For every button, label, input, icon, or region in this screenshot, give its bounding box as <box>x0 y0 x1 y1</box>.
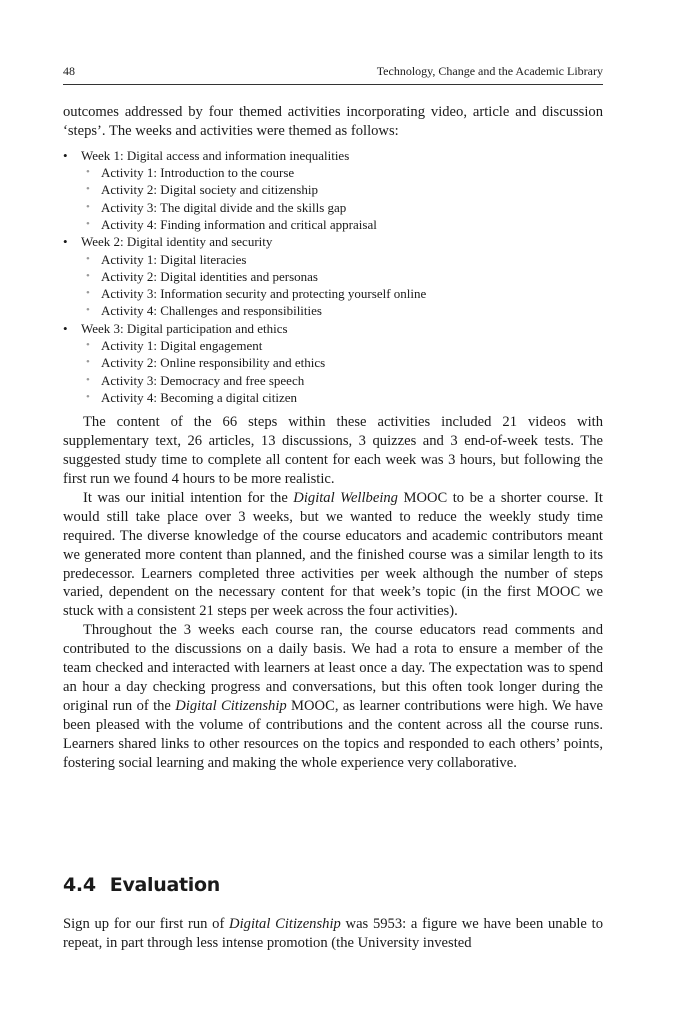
activity-item: • Activity 1: Introduction to the course <box>81 164 603 181</box>
activity-item: • Activity 3: Democracy and free speech <box>81 372 603 389</box>
weeks-list <box>63 147 603 406</box>
activity-list <box>81 164 603 233</box>
section-heading <box>63 874 220 896</box>
running-title: Technology, Change and the Academic Library <box>376 64 603 78</box>
paragraph-evaluation <box>63 915 603 953</box>
text-run: It was our initial intention for the <box>83 489 294 506</box>
week-title: Week 1: Digital access and information inequalities <box>81 147 350 163</box>
week-item <box>63 147 603 233</box>
week-title: Week 2: Digital identity and security <box>81 234 273 250</box>
section-title: Evaluation <box>109 874 220 896</box>
header-rule <box>63 84 603 85</box>
activity-item: • Activity 3: Information security and protecting yourself online <box>81 285 603 302</box>
activity-item: • Activity 1: Digital literacies <box>81 251 603 268</box>
activity-item: • Activity 2: Digital identities and personas <box>81 268 603 285</box>
main-text <box>63 103 603 772</box>
text-run: Sign up for our first run of <box>63 916 230 932</box>
text-run: MOOC, as learner contributions were high. We have been pleased with the volume of contributions and the content across all the course runs. Learners shared links to other resources on the topics and responded to each others’ points, fostering social learning and making the whole experience very collaborative. <box>63 697 603 771</box>
activity-item: • Activity 2: Digital society and citizenship <box>81 181 603 198</box>
activity-item: • Activity 3: The digital divide and the skills gap <box>81 199 603 216</box>
section-number: 4.4 <box>63 874 96 896</box>
activity-item: • Activity 1: Digital engagement <box>81 337 603 354</box>
text-run: Throughout the 3 weeks each course ran, the course educators read comments and contributed to the discussions on a daily basis. We had a rota to ensure a member of the team checked and interacted with learners at least once a day. The expectation was to spend an hour a day checking progress and conversations, but this often took longer during the original run of the <box>63 622 603 714</box>
paragraph-intention <box>63 489 603 621</box>
week-title: Week 3: Digital participation and ethics <box>81 320 288 336</box>
activity-item: • Activity 2: Online responsibility and ethics <box>81 354 603 371</box>
activity-list <box>81 337 603 406</box>
course-title: Digital Citizenship <box>175 697 287 714</box>
course-title: Digital Wellbeing <box>293 489 398 506</box>
page-number: 48 <box>63 64 75 78</box>
paragraph-educators <box>63 621 603 772</box>
running-header <box>63 64 603 79</box>
activity-list <box>81 251 603 320</box>
course-title: Digital Citizenship <box>229 916 341 932</box>
week-item <box>63 233 603 319</box>
intro-paragraph: outcomes addressed by four themed activities incorporating video, article and discussion ‘steps’. The weeks and activities were themed as follows: <box>63 104 603 139</box>
section-text <box>63 915 603 953</box>
week-item <box>63 320 603 406</box>
activity-item: • Activity 4: Challenges and responsibilities <box>81 302 603 319</box>
text-run: was 5953: a figure we have been unable to repeat, in part through less intense promotion (the University invested <box>63 916 603 951</box>
activity-item: • Activity 4: Becoming a digital citizen <box>81 389 603 406</box>
text-run: MOOC to be a shorter course. It would still take place over 3 weeks, but we wanted to reduce the weekly study time required. The diverse knowledge of the course educators and academic contributors meant we generated more content than planned, and the finished course was a similar length to its predecessor. Learners completed three activities per week although the number of steps varied, dependent on the necessary content for that week’s topic (in the first MOOC we stuck with a consistent 21 steps per week across the four activities). <box>63 489 603 620</box>
activity-item: • Activity 4: Finding information and critical appraisal <box>81 216 603 233</box>
paragraph-steps: The content of the 66 steps within these activities included 21 videos with supplementary text, 26 articles, 13 discussions, 3 quizzes and 3 end-of-week tests. The suggested study time to complete all content for each week was 3 hours, but following the first run we found 4 hours to be more realistic. <box>63 414 603 487</box>
